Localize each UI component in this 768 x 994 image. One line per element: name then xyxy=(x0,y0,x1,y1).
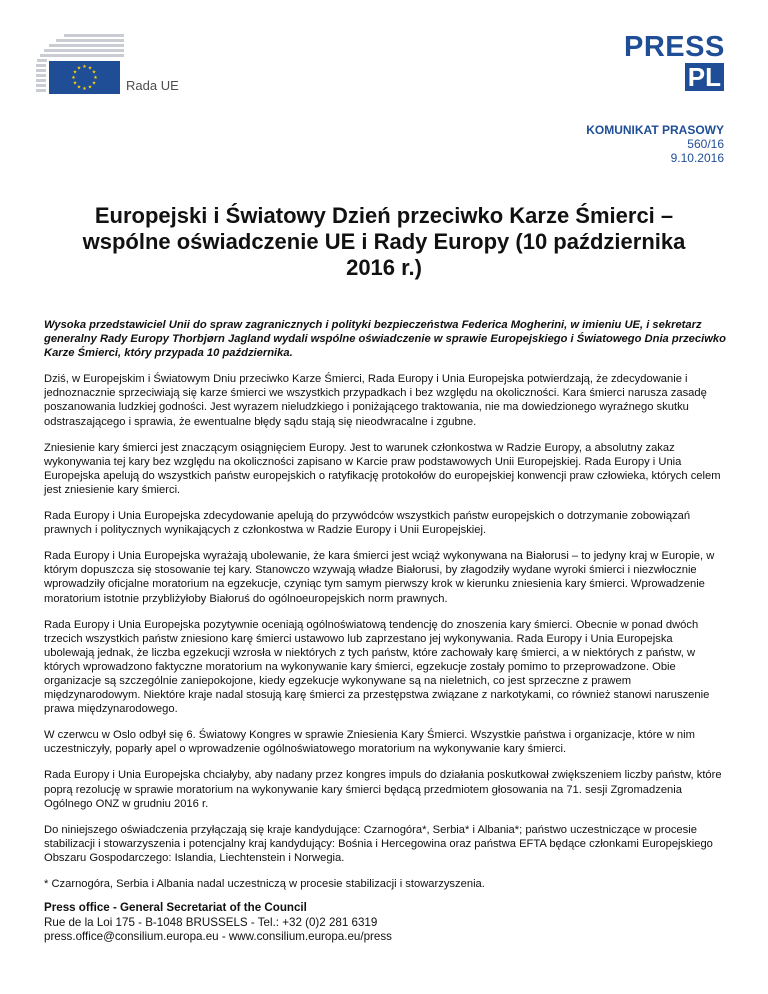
paragraph-3: Rada Europy i Unia Europejska zdecydowanie apelują do przywódców wszystkich państw europejskich o dotrzymanie zobowiązań prawnych i politycznych wynikających z członkostwa w Radzie Europy i Unii Europejskiej. xyxy=(44,510,691,537)
flag-star-icon: ★ xyxy=(93,75,98,81)
footnote: * Czarnogóra, Serbia i Albania nadal uczestniczą w procesie stabilizacji i stowarzyszenia. xyxy=(44,878,485,890)
paragraph-1: Dziś, w Europejskim i Światowym Dniu przeciwko Karze Śmierci, Rada Europy i Unia Europejska potwierdzają, że zdecydowanie i jednoznacznie sprzeciwiają się karze śmierci we wszystkich przypadkach i bez względu na okoliczności. Kara śmierci narusza zasadę poszanowania ludzkiej godności. Jest wyrazem nieludzkiego i poniżającego traktowania, nie ma dowiedzionego wyraźnego skutku odstraszającego i sprawia, że ewentualne błędy sądu stają się nieodwracalne i zgubne. xyxy=(44,373,707,428)
paragraph-2: Zniesienie kary śmierci jest znaczącym osiągnięciem Europy. Jest to warunek członkostwa w Radzie Europy, a absolutny zakaz wykonywania tej kary bez względu na okoliczności zapisano w Karcie praw podstawowych Unii Europejskiej. Rada Europy i Unia Europejska apelują do wszystkich państw europejskich o ratyfikację protokołów do europejskiej konwencji praw człowieka, których celem jest zniesienie kary śmierci. xyxy=(44,441,721,496)
flag-star-icon: ★ xyxy=(82,86,87,92)
paragraph-8: Do niniejszego oświadczenia przyłączają się kraje kandydujące: Czarnogóra*, Serbia* i Albania*; państwo uczestniczące w procesie stabilizacji i stowarzyszenia i potencjalny kraj kandydujący: Bośnia i Hercegowina oraz państwa EFTA będące członkami Europejskiego Obszaru Gospodarczego: Islandia, Liechtenstein i Norwegia. xyxy=(44,823,713,864)
flag-star-icon: ★ xyxy=(91,69,97,76)
page-title xyxy=(40,203,728,281)
footer-contact: press.office@consilium.europa.eu - www.consilium.europa.eu/press xyxy=(44,930,392,943)
flag-star-icon: ★ xyxy=(72,80,78,87)
paragraph-4: Rada Europy i Unia Europejska wyrażają ubolewanie, że kara śmierci jest wciąż wykonywana na Białorusi – to jedyny kraj w Europie, w którym dopuszcza się stosowanie tej kary. Stanowczo wzywają władze Białorusi, by złagodziły wydane wyroki śmierci i niezwłocznie wprowadziły oficjalne moratorium na egzekucje, czyniąc tym samym pierwszy krok w kierunku zniesienia kary śmierci. Wprowadzenie moratorium istotnie przybliżyłoby Białoruś do ogólnoeuropejskich norm prawnych. xyxy=(44,550,715,605)
title-line-2: wspólne oświadczenie UE i Rady Europy (10 października xyxy=(82,229,686,254)
org-name: Rada UE xyxy=(126,78,179,93)
release-type: KOMUNIKAT PRASOWY xyxy=(586,123,724,137)
title-line-3: 2016 r.) xyxy=(346,255,422,280)
eu-flag-icon xyxy=(49,61,120,94)
press-logo xyxy=(624,32,724,91)
press-office-footer xyxy=(44,901,392,945)
paragraph-5: Rada Europy i Unia Europejska pozytywnie oceniają ogólnoświatową tendencję do znoszenia kary śmierci. Obecnie w ponad dwóch trzecich wszystkich państw zniesiono karę śmierci ustawowo lub zaprzestano jej wykonywania. Rada Europy i Unia Europejska ubolewają jednak, że liczba egzekucji wzrosła w niektórych z tych państw, które zachowały karę śmierci, a w niektórych z państw, w których wprowadzono faktyczne moratorium na wykonywanie kary śmierci, egzekucje zostały pomimo to przeprowadzone. Obie organizacje są szczególnie zaniepokojone, kiedy egzekucje wykonywane są na nieletnich, co jest sprzeczne z prawem międzynarodowym. Niektóre kraje nadal stosują karę śmierci za przestępstwa związane z narkotykami, co również stanowi naruszenie prawa międzynarodowego. xyxy=(44,618,710,716)
release-meta xyxy=(586,123,724,165)
flag-star-icon: ★ xyxy=(91,80,97,87)
footer-title: Press office - General Secretariat of the Council xyxy=(44,901,307,914)
release-number: 560/16 xyxy=(687,137,724,151)
flag-star-icon: ★ xyxy=(76,65,82,72)
flag-star-icon: ★ xyxy=(71,75,76,81)
flag-star-icon: ★ xyxy=(72,69,78,76)
footer-address: Rue de la Loi 175 - B-1048 BRUSSELS - Tel.: +32 (0)2 281 6319 xyxy=(44,915,378,929)
paragraph-6: W czerwcu w Oslo odbył się 6. Światowy Kongres w sprawie Zniesienia Kary Śmierci. Wszystkie państwa i organizacje, które w nim uczestniczyły, poparły apel o wprowadzenie ogólnoświatowego moratorium na wykonywanie kary śmierci. xyxy=(44,729,695,756)
article-body xyxy=(44,318,726,903)
lead-paragraph: Wysoka przedstawiciel Unii do spraw zagranicznych i polityki bezpieczeństwa Federica Mogherini, w imieniu UE, i sekretarz generalny Rady Europy Thorbjørn Jagland wydali wspólne oświadczenie w sprawie Europejskiego i Światowego Dnia przeciwko Karze Śmierci, który przypada 10 października. xyxy=(44,319,726,360)
flag-star-icon: ★ xyxy=(82,64,87,70)
title-line-1: Europejski i Światowy Dzień przeciwko Karze Śmierci – xyxy=(94,203,674,228)
flag-star-icon: ★ xyxy=(87,84,93,91)
press-word: PRESS xyxy=(624,31,725,63)
paragraph-7: Rada Europy i Unia Europejska chciałyby, aby nadany przez kongres impuls do działania poskutkował zwiększeniem liczby państw, które poprą rezolucję w sprawie moratorium na wykonywanie kary śmierci będącą przedmiotem głosowania na 71. sesji Zgromadzenia Ogólnego ONZ w grudniu 2016 r. xyxy=(44,769,722,810)
release-date: 9.10.2016 xyxy=(670,151,724,165)
flag-star-icon: ★ xyxy=(87,65,93,72)
language-badge: PL xyxy=(685,63,724,91)
flag-star-icon: ★ xyxy=(76,84,82,91)
